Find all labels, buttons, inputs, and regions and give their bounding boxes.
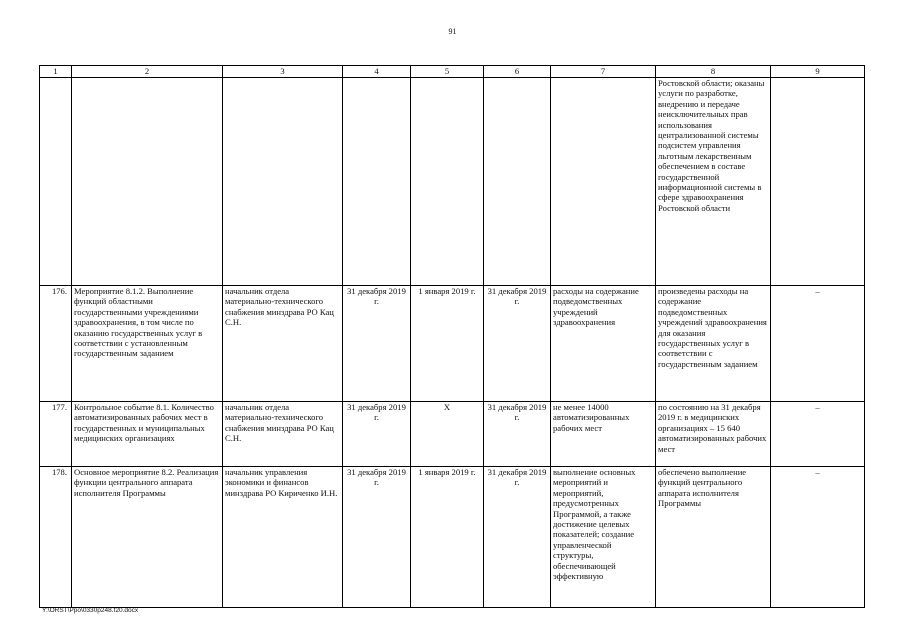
cell-result-fact: Ростовской области; оказаны услуги по разработке, внедрению и передаче неисключительных прав использования централизованной системы подсистем управления льготным лекарственным обеспечением в составе государственной информационной системы в сфере здравоохранения Ростовской области xyxy=(656,78,771,286)
cell-date-plan: 31 декабря 2019 г. xyxy=(343,286,411,402)
report-table xyxy=(39,65,865,608)
cell-empty xyxy=(343,78,411,286)
cell-result-plan: не менее 14000 автоматизированных рабочих мест xyxy=(551,402,656,467)
cell-date-plan: 31 декабря 2019 г. xyxy=(343,467,411,608)
file-path-footer: Y:\ORST\Ppo\0330p248.f20.docx xyxy=(42,607,139,614)
cell-empty xyxy=(72,78,223,286)
col-header-8: 8 xyxy=(656,66,771,78)
cell-date-end: 31 декабря 2019 г. xyxy=(484,467,551,608)
col-header-1: 1 xyxy=(40,66,72,78)
cell-result-plan: выполнение основных мероприятий и мероприятий, предусмотренных Программой, а также достижение целевых показателей; создание управленческой структуры, обеспечивающей эффективную xyxy=(551,467,656,608)
cell-responsible: начальник управления экономики и финансов минздрава РО Кириченко И.Н. xyxy=(223,467,343,608)
cell-result-plan: расходы на содержание подведомственных учреждений здравоохранения xyxy=(551,286,656,402)
cell-result-fact: произведены расходы на содержание подведомственных учреждений здравоохранения для оказания государственных услуг в соответствии с государственным заданием xyxy=(656,286,771,402)
page-number: 91 xyxy=(448,27,457,36)
header-row xyxy=(40,66,865,78)
col-header-4: 4 xyxy=(343,66,411,78)
cell-date-start: 1 января 2019 г. xyxy=(411,286,484,402)
table-row xyxy=(40,286,865,402)
table-row xyxy=(40,402,865,467)
cell-number: 178. xyxy=(40,467,72,608)
cell-empty xyxy=(551,78,656,286)
cell-date-start: Х xyxy=(411,402,484,467)
cell-date-plan: 31 декабря 2019 г. xyxy=(343,402,411,467)
cell-result-fact: по состоянию на 31 декабря 2019 г. в медицинских организациях – 15 640 автоматизированных рабочих мест xyxy=(656,402,771,467)
cell-date-end: 31 декабря 2019 г. xyxy=(484,402,551,467)
col-header-6: 6 xyxy=(484,66,551,78)
col-header-3: 3 xyxy=(223,66,343,78)
col-header-2: 2 xyxy=(72,66,223,78)
cell-name: Мероприятие 8.1.2. Выполнение функций областными государственными учреждениями здравоохранения, в том числе по оказанию государственных услуг в соответствии с установленным государственным заданием xyxy=(72,286,223,402)
cell-reason: – xyxy=(771,467,865,608)
cell-empty xyxy=(411,78,484,286)
cell-number: 176. xyxy=(40,286,72,402)
cell-empty xyxy=(484,78,551,286)
continuation-row xyxy=(40,78,865,286)
col-header-9: 9 xyxy=(771,66,865,78)
cell-reason: – xyxy=(771,402,865,467)
cell-result-fact: обеспечено выполнение функций центрального аппарата исполнителя Программы xyxy=(656,467,771,608)
col-header-7: 7 xyxy=(551,66,656,78)
cell-name: Основное мероприятие 8.2. Реализация функции центрального аппарата исполнителя Программы xyxy=(72,467,223,608)
cell-number: 177. xyxy=(40,402,72,467)
cell-empty xyxy=(40,78,72,286)
cell-empty xyxy=(223,78,343,286)
cell-empty xyxy=(771,78,865,286)
cell-responsible: начальник отдела материально-технического снабжения минздрава РО Кац С.Н. xyxy=(223,402,343,467)
table-row xyxy=(40,467,865,608)
cell-responsible: начальник отдела материально-технического снабжения минздрава РО Кац С.Н. xyxy=(223,286,343,402)
cell-name: Контрольное событие 8.1. Количество автоматизированных рабочих мест в государственных и муниципальных медицинских организациях xyxy=(72,402,223,467)
cell-date-end: 31 декабря 2019 г. xyxy=(484,286,551,402)
col-header-5: 5 xyxy=(411,66,484,78)
cell-date-start: 1 января 2019 г. xyxy=(411,467,484,608)
cell-reason: – xyxy=(771,286,865,402)
